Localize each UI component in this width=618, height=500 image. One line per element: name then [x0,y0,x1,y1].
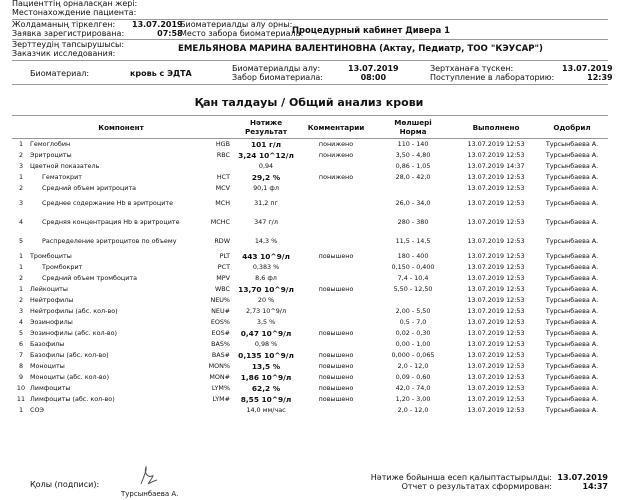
comment-value [302,213,370,232]
row-number: 5 [18,328,24,337]
component-name: Моноциты (абс. кол-во) [30,372,110,381]
component-name: Нейтрофилы [30,295,74,304]
completed-datetime: 13.07.2019 12:53 [467,139,525,148]
norm-range: 0,150 - 0,400 [391,262,435,271]
component-name: Эозинофилы (абс. кол-во) [30,328,118,337]
norm-range: 7,4 - 10,4 [397,273,429,282]
row-number: 3 [18,161,24,170]
comment-value: повышено [318,383,354,392]
component-code: MON% [208,361,231,370]
completed-datetime: 13.07.2019 12:53 [467,183,525,192]
result-value: 14,0 мм/час [246,405,286,414]
completed-datetime: 13.07.2019 12:53 [467,284,525,293]
component-name: Лейкоциты [30,284,68,293]
component-code [200,161,230,172]
norm-range: 42,0 - 74,0 [395,383,431,392]
approved-by: Турсынбаева А. [545,306,599,315]
component-name: Средняя концентрация Hb в эритроците [42,217,180,226]
comment-value [302,405,370,416]
table-row [12,284,608,295]
row-number: 8 [18,361,24,370]
result-value: 0,47 10^9/л [240,328,292,338]
customer-label: Зерттеудің тапсырушысы: Заказчик исследования: [12,40,125,58]
table-row [12,262,608,273]
page-title: Қан талдауы / Общий анализ крови [194,96,424,109]
norm-range: 11,5 - 14,5 [395,236,431,245]
comment-value [302,306,370,317]
comment-value: повышено [318,372,354,381]
component-code: HGB [215,139,231,148]
biomaterial-value: кровь с ЭДТА [130,69,192,78]
comment-value [302,161,370,172]
comment-value [302,273,370,284]
norm-range [370,295,456,306]
collection-place-label: Биоматериалды алу орны: Место забора биоматериала: [180,20,304,38]
divider [12,60,608,61]
component-code: PLT [219,251,231,260]
approved-by: Турсынбаева А. [545,405,599,414]
approved-by: Турсынбаева А. [545,139,599,148]
lab-receipt-datetime: 13.07.2019 12:39 [562,64,613,82]
approved-by: Турсынбаева А. [545,150,599,159]
norm-range: 0,02 - 0,30 [395,328,431,337]
norm-range: 0,09 - 0,60 [395,372,431,381]
approved-by: Турсынбаева А. [545,172,599,181]
component-name: Базофилы (абс. кол-во) [30,350,109,359]
component-code: LYM# [212,394,231,403]
result-value: 347 г/л [254,217,278,226]
result-value: 443 10^9/л [242,251,290,261]
comment-value: понижено [318,172,354,181]
table-row [12,251,608,262]
norm-range: 0,86 - 1,05 [395,161,431,170]
component-code: BAS% [211,339,231,348]
comment-value: понижено [318,139,354,148]
signature-image [135,464,161,488]
component-code: MCHC [210,217,231,226]
row-number: 4 [18,217,24,226]
component-name: Среднее содержание Hb в эритроците [42,198,173,207]
norm-range: 0,5 - 7,0 [399,317,427,326]
table-row [12,183,608,194]
row-number: 1 [18,262,24,271]
row-number: 1 [18,405,24,414]
component-name: Тромбоциты [30,251,72,260]
table-row [12,394,608,405]
table-row [12,161,608,172]
component-code: NEU% [210,295,231,304]
row-number: 2 [18,295,24,304]
customer-value: ЕМЕЛЬЯНОВА МАРИНА ВАЛЕНТИНОВНА (Актау, Педиатр, ТОО "КЭУСАР") [178,44,543,54]
norm-range: 180 - 400 [397,251,429,260]
result-value: 20 % [257,295,275,304]
approved-by: Турсынбаева А. [545,273,599,282]
result-value: 14,3 % [254,236,278,245]
norm-range: 0,00 - 1,00 [395,339,431,348]
report-generated-datetime: 13.07.2019 14:37 [557,473,608,491]
norm-range: 0,000 - 0,065 [391,350,435,359]
approved-by: Турсынбаева А. [545,161,599,170]
table-row [12,383,608,394]
divider [12,84,608,85]
result-value: 3,5 % [256,317,276,326]
result-value: 90,1 фл [253,183,279,192]
table-row [12,339,608,350]
completed-datetime: 13.07.2019 12:53 [467,328,525,337]
completed-datetime: 13.07.2019 12:53 [467,295,525,304]
component-code: EOS% [210,317,231,326]
norm-range: 2,00 - 5,50 [395,306,431,315]
approved-by: Турсынбаева А. [545,372,599,381]
completed-datetime: 13.07.2019 12:53 [467,394,525,403]
component-code [200,405,230,416]
result-value: 13,5 % [251,361,281,371]
comment-value: повышено [318,361,354,370]
registration-label: Жолдаманың тіркелген: Заявка зарегистрирована: [12,20,125,38]
table-row [12,350,608,361]
completed-datetime: 13.07.2019 12:53 [467,306,525,315]
norm-range: 2,0 - 12,0 [397,405,429,414]
table-row [12,306,608,317]
biomaterial-label: Биоматериал: [30,69,90,78]
comment-value: повышено [318,328,354,337]
comment-value [302,232,370,251]
result-value: 62,2 % [251,383,281,393]
signature-label: Қолы (подписи): [30,480,100,489]
norm-range: 2,0 - 12,0 [397,361,429,370]
comment-value: понижено [318,150,354,159]
lab-receipt-label: Зертханаға түскен: Поступление в лабораторию: [430,64,555,82]
completed-datetime: 13.07.2019 12:53 [467,217,525,226]
row-number: 1 [18,251,24,260]
completed-datetime: 13.07.2019 12:53 [467,383,525,392]
component-code: MON# [209,372,231,381]
result-value: 13,70 10^9/л [238,284,294,294]
result-value: 0,98 % [254,339,278,348]
comment-value: повышено [318,394,354,403]
approved-by: Турсынбаева А. [545,295,599,304]
component-name: Цветной показатель [30,161,100,170]
row-number: 6 [18,339,24,348]
component-code: BAS# [211,350,231,359]
result-value: 8,6 фл [255,273,277,282]
component-name: Эритроциты [30,150,72,159]
completed-datetime: 13.07.2019 12:53 [467,372,525,381]
column-approved: Одобрил [536,116,608,139]
row-number: 1 [18,139,24,148]
comment-value [302,183,370,194]
table-row [12,361,608,372]
column-component: Компонент [12,116,230,139]
norm-range: 26,0 - 34,0 [395,198,431,207]
completed-datetime: 13.07.2019 12:53 [467,251,525,260]
component-code: WBC [214,284,231,293]
component-code: EOS# [211,328,231,337]
completed-datetime: 13.07.2019 12:53 [467,405,525,414]
norm-range: 1,20 - 3,00 [395,394,431,403]
approved-by: Турсынбаева А. [545,328,599,337]
row-number: 4 [18,317,24,326]
table-header [12,116,608,139]
component-name: Моноциты [30,361,65,370]
component-code: PCT [217,262,231,271]
component-code: RBC [216,150,231,159]
signer-name: Турсынбаева А. [121,490,179,498]
completed-datetime: 13.07.2019 12:53 [467,350,525,359]
row-number: 10 [16,383,26,392]
row-number: 2 [18,183,24,192]
norm-range: 28,0 - 42,0 [395,172,431,181]
result-value: 0,383 % [252,262,280,271]
approved-by: Турсынбаева А. [545,361,599,370]
result-value: 101 г/л [251,139,281,149]
comment-value: повышено [318,350,354,359]
row-number: 2 [18,150,24,159]
approved-by: Турсынбаева А. [545,183,599,192]
component-name: Гематокрит [42,172,82,181]
component-name: Нейтрофилы (абс. кол-во) [30,306,118,315]
norm-range: 280 - 380 [397,217,429,226]
result-value: 0,94 [258,161,274,170]
result-value: 0,135 10^9/л [238,350,294,360]
completed-datetime: 13.07.2019 14:37 [467,161,525,170]
norm-range: 5,50 - 12,50 [393,284,433,293]
table-row [12,273,608,284]
completed-datetime: 13.07.2019 12:53 [467,198,525,207]
row-number: 9 [18,372,24,381]
component-name: Распределение эритроцитов по объему [42,236,177,245]
column-done: Выполнено [456,116,536,139]
result-value: 29,2 % [251,172,281,182]
column-result: Нәтиже Результат [230,116,302,139]
component-name: Лимфоциты (абс. кол-во) [30,394,115,403]
result-value: 31,2 пг [254,198,278,207]
collection-place-value: Процедурный кабинет Дивера 1 [292,25,450,35]
sampling-datetime: 13.07.2019 08:00 [348,64,399,82]
component-name: Гемоглобин [30,139,71,148]
completed-datetime: 13.07.2019 12:53 [467,317,525,326]
approved-by: Турсынбаева А. [545,317,599,326]
component-code: MCV [215,183,231,192]
table-row [12,139,608,151]
norm-range [370,183,456,194]
result-value: 8,55 10^9/л [240,394,292,404]
approved-by: Турсынбаева А. [545,339,599,348]
approved-by: Турсынбаева А. [545,394,599,403]
row-number: 1 [18,172,24,181]
component-name: Средний объем тромбоцита [42,273,138,282]
completed-datetime: 13.07.2019 12:53 [467,236,525,245]
approved-by: Турсынбаева А. [545,350,599,359]
approved-by: Турсынбаева А. [545,217,599,226]
comment-value [302,317,370,328]
table-row [12,213,608,232]
table-row [12,194,608,213]
table-row [12,150,608,161]
completed-datetime: 13.07.2019 12:53 [467,172,525,181]
comment-value [302,295,370,306]
approved-by: Турсынбаева А. [545,236,599,245]
approved-by: Турсынбаева А. [545,284,599,293]
completed-datetime: 13.07.2019 12:53 [467,150,525,159]
norm-range: 110 - 140 [397,139,429,148]
comment-value [302,262,370,273]
row-number: 3 [18,306,24,315]
component-name: Средний объем эритроцита [42,183,137,192]
table-row [12,172,608,183]
results-table [12,115,608,416]
component-code: MPV [216,273,231,282]
row-number: 1 [18,284,24,293]
column-norm: Мөлшері Норма [370,116,456,139]
component-name: Эозинофилы [30,317,73,326]
table-row [12,372,608,383]
table-row [12,295,608,306]
completed-datetime: 13.07.2019 12:53 [467,273,525,282]
row-number: 7 [18,350,24,359]
table-row [12,328,608,339]
patient-location-label: Пациенттің орналасқан жері: Местонахождение пациента: [12,0,138,17]
comment-value: повышено [318,251,354,260]
completed-datetime: 13.07.2019 12:53 [467,361,525,370]
comment-value [302,339,370,350]
table-row [12,317,608,328]
completed-datetime: 13.07.2019 12:53 [467,339,525,348]
component-name: Тромбокрит [42,262,83,271]
component-name: СОЭ [30,405,44,414]
completed-datetime: 13.07.2019 12:53 [467,262,525,271]
comment-value [302,194,370,213]
approved-by: Турсынбаева А. [545,383,599,392]
comment-value: повышено [318,284,354,293]
component-code: RDW [214,236,231,245]
column-comment: Комментарии [302,116,370,139]
component-code: LYM% [211,383,231,392]
norm-range: 3,50 - 4,80 [395,150,431,159]
table-row [12,232,608,251]
sampling-label: Биоматериалды алу: Забор биоматериала: [232,64,323,82]
registration-datetime: 13.07.2019 07:58 [132,20,183,38]
table-row [12,405,608,416]
component-code: NEU# [211,306,231,315]
result-value: 2,73 10^9/л [245,306,287,315]
result-value: 1,86 10^9/л [240,372,292,382]
component-code: MCH [215,198,231,207]
report-generated-label: Нәтиже бойынша есеп қалыптастырылды: Отчет о результатах сформирован: [370,473,552,491]
row-number: 2 [18,273,24,282]
row-number: 5 [18,236,24,245]
component-name: Базофилы [30,339,65,348]
approved-by: Турсынбаева А. [545,251,599,260]
approved-by: Турсынбаева А. [545,262,599,271]
result-value: 3,24 10^12/л [238,150,294,160]
component-code: HCT [216,172,231,181]
approved-by: Турсынбаева А. [545,198,599,207]
row-number: 11 [16,394,26,403]
component-name: Лимфоциты [30,383,71,392]
row-number: 3 [18,198,24,207]
